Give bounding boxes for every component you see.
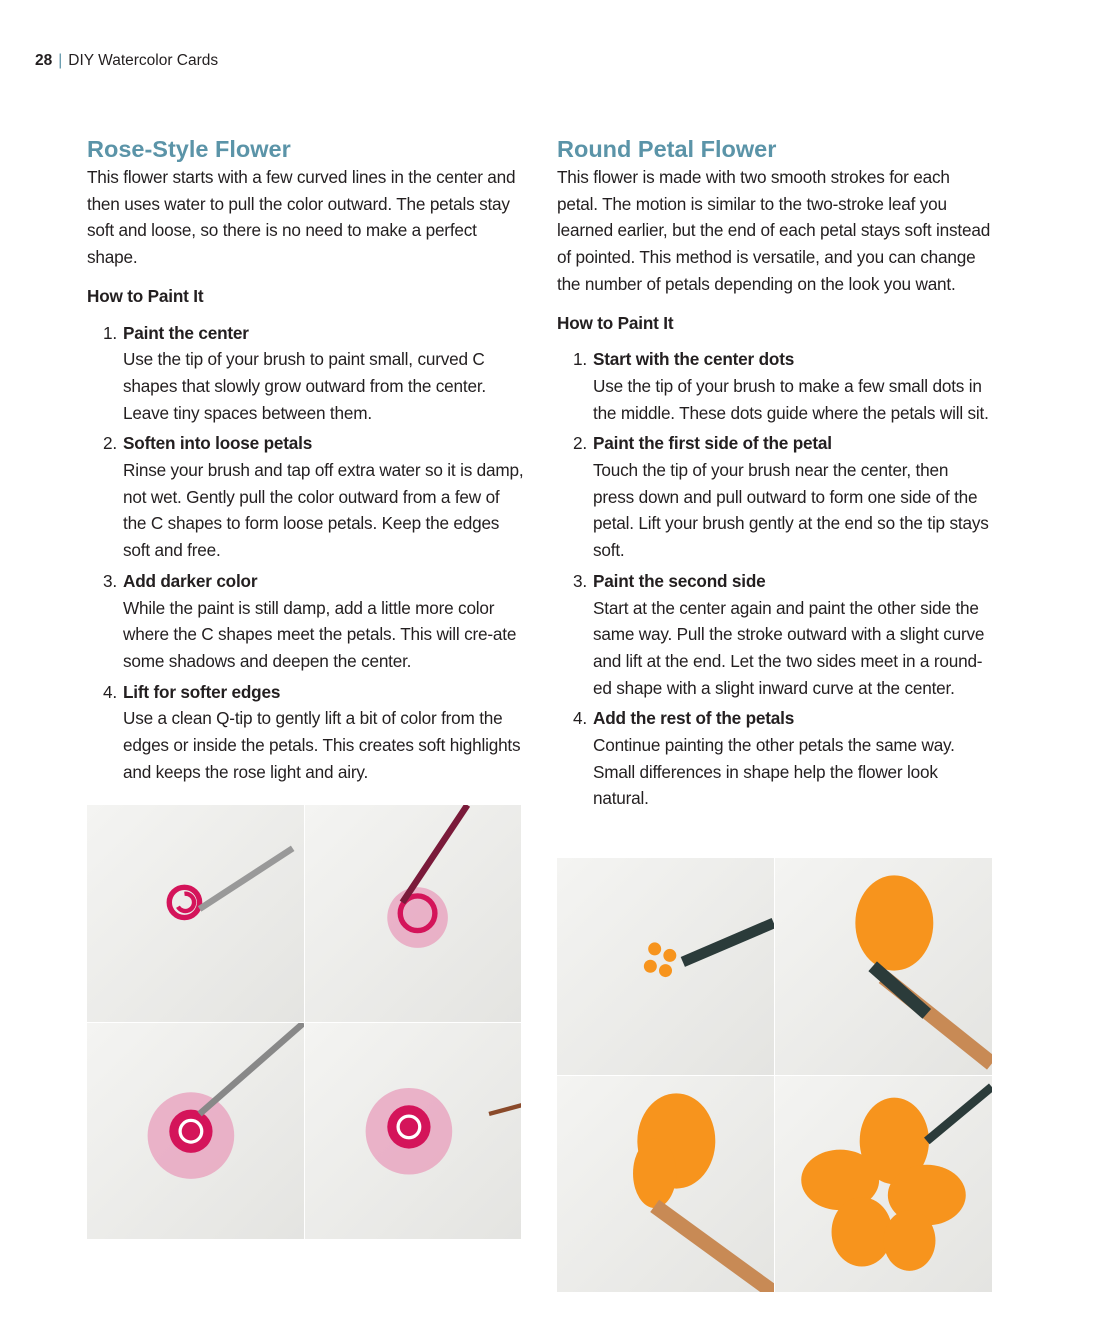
rose-step-photos [87,805,521,1239]
step-text: Use the tip of your brush to paint small, curved C shapes that slowly grow outward from the center. Leave tiny spaces between them. [123,349,486,423]
step-item [87,568,527,675]
divider: | [58,52,63,69]
step-title: Start with the center dots [593,349,795,370]
round-petal-step-photos [557,858,992,1292]
section-title: Round Petal Flower [557,136,777,162]
step-title: Paint the first side of the petal [593,433,832,454]
step-number: 4. [103,681,117,702]
step-text: Use a clean Q-tip to gently lift a bit of color from the edges or inside the petals. This creates soft highlights and keeps the rose light and airy. [123,708,521,782]
step-number: 2. [573,433,587,454]
step-title: Add darker color [123,570,258,591]
step-text: Start at the center again and paint the other side the same way. Pull the stroke outward with a slight curve and lift at the end. Let the two sides meet in a round-ed shape with a slight inward curve at the center. [593,597,985,698]
rose-photo-step-3 [87,1023,304,1240]
step-number: 1. [573,349,587,370]
steps-list [87,320,527,786]
step-item [557,568,992,702]
step-text: Continue painting the other petals the same way. Small differences in shape help the flower look natural. [593,735,955,809]
step-title: Paint the second side [593,570,766,591]
step-item [87,430,527,564]
step-item [557,346,992,426]
section-intro: This flower is made with two smooth strokes for each petal. The motion is similar to the two-stroke leaf you learned earlier, but the end of each petal stays soft instead of pointed. This method is versatile, and you can change the number of petals depending on the look you want. [557,167,991,294]
step-number: 1. [103,322,117,343]
running-header [35,52,218,70]
step-number: 3. [103,570,117,591]
rose-photo-step-2 [305,805,522,1022]
step-item [557,430,992,564]
step-text: Use the tip of your brush to make a few small dots in the middle. These dots guide where the petals will sit. [593,375,989,423]
step-text: Rinse your brush and tap off extra water so it is damp, not wet. Gently pull the color outward from a few of the C shapes to form loose petals. Keep the edges soft and free. [123,460,524,561]
step-title: Soften into loose petals [123,433,313,454]
step-item [557,705,992,812]
round-photo-step-1 [557,858,774,1075]
rose-photo-step-1 [87,805,304,1022]
step-text: Touch the tip of your brush near the center, then press down and pull outward to form one side of the petal. Lift your brush gently at the end so the tip stays soft. [593,460,989,561]
step-number: 3. [573,570,587,591]
round-photo-step-3 [557,1076,774,1293]
round-petal-section [557,134,992,816]
step-item [87,679,527,786]
step-title: Lift for softer edges [123,681,281,702]
step-number: 4. [573,708,587,729]
step-item [87,320,527,427]
step-number: 2. [103,433,117,454]
section-title: Rose-Style Flower [87,136,291,162]
step-text: While the paint is still damp, add a little more color where the C shapes meet the petals. This will cre-ate some shadows and deepen the center. [123,597,517,671]
subheading: How to Paint It [557,312,674,333]
rose-photo-step-4 [305,1023,522,1240]
step-title: Paint the center [123,322,249,343]
round-photo-step-4 [775,1076,992,1293]
round-photo-step-2 [775,858,992,1075]
section-intro: This flower starts with a few curved lines in the center and then uses water to pull the color outward. The petals stay soft and loose, so there is no need to make a perfect shape. [87,167,516,268]
page-number: 28 [35,52,53,69]
subheading: How to Paint It [87,285,204,306]
book-title: DIY Watercolor Cards [68,52,219,69]
rose-style-section [87,134,527,789]
steps-list [557,346,992,812]
step-title: Add the rest of the petals [593,708,795,729]
